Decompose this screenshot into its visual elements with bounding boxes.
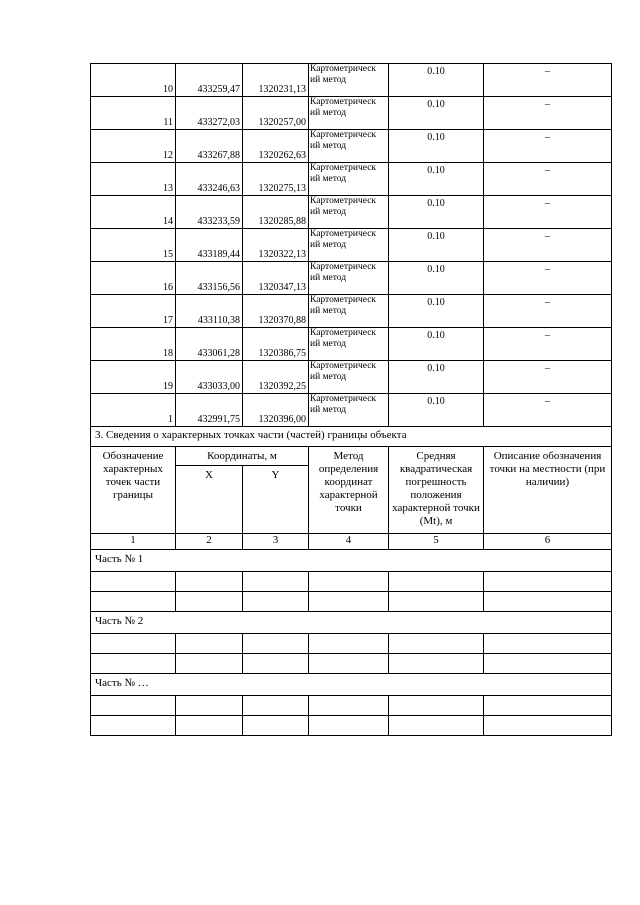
section-3-title: 3. Сведения о характерных точках части (частей) границы объекта: [91, 427, 612, 447]
empty-row: [91, 716, 612, 736]
point-row: [91, 163, 612, 196]
method-line-2: ий метод: [310, 273, 347, 283]
point-description: –: [484, 361, 612, 394]
coord-y: 1320231,13: [243, 64, 309, 97]
header-row: [91, 447, 612, 466]
header-y: Y: [243, 466, 309, 534]
point-description: –: [484, 229, 612, 262]
point-row: [91, 196, 612, 229]
coord-x: 433033,00: [176, 361, 243, 394]
point-number: 17: [91, 295, 176, 328]
header-accuracy: Средняя квадратическая погрешность положения характерной точки (Mt), м: [389, 447, 484, 534]
coord-y: 1320392,25: [243, 361, 309, 394]
part-label: Часть № 1: [91, 550, 612, 572]
method-line-2: ий метод: [310, 141, 347, 151]
point-row: [91, 262, 612, 295]
coord-x: 433272,03: [176, 97, 243, 130]
method-line-1: Картометрическ: [310, 196, 377, 206]
point-row: [91, 97, 612, 130]
coord-x: 432991,75: [176, 394, 243, 427]
header-point-designation: Обозначение характерных точек части границы: [91, 447, 176, 534]
method-line-2: ий метод: [310, 108, 347, 118]
point-row: [91, 295, 612, 328]
coord-x: 433110,38: [176, 295, 243, 328]
part-label: Часть № …: [91, 674, 612, 696]
method-line-1: Картометрическ: [310, 97, 377, 107]
point-description: –: [484, 130, 612, 163]
method-line-2: ий метод: [310, 174, 347, 184]
coord-x: 433156,56: [176, 262, 243, 295]
method-cell: [309, 64, 389, 97]
method-line-1: Картометрическ: [310, 130, 377, 140]
point-description: –: [484, 64, 612, 97]
method-line-1: Картометрическ: [310, 394, 377, 404]
header-coordinates: Координаты, м: [176, 447, 309, 466]
point-number: 15: [91, 229, 176, 262]
point-number: 12: [91, 130, 176, 163]
method-cell: [309, 295, 389, 328]
method-line-2: ий метод: [310, 372, 347, 382]
empty-row: [91, 592, 612, 612]
point-number: 14: [91, 196, 176, 229]
method-line-2: ий метод: [310, 240, 347, 250]
point-description: –: [484, 295, 612, 328]
method-cell: [309, 97, 389, 130]
coord-x: 433189,44: [176, 229, 243, 262]
method-cell: [309, 196, 389, 229]
method-line-1: Картометрическ: [310, 295, 377, 305]
point-row: [91, 64, 612, 97]
part-n-row: [91, 674, 612, 696]
point-description: –: [484, 196, 612, 229]
method-line-1: Картометрическ: [310, 361, 377, 371]
point-row: [91, 229, 612, 262]
point-row: [91, 130, 612, 163]
point-row: [91, 394, 612, 427]
method-cell: [309, 361, 389, 394]
accuracy-mt: 0.10: [389, 64, 484, 97]
accuracy-mt: 0.10: [389, 97, 484, 130]
point-description: –: [484, 394, 612, 427]
coord-y: 1320322,13: [243, 229, 309, 262]
point-number: 19: [91, 361, 176, 394]
part-2-row: [91, 612, 612, 634]
column-index: 3: [243, 534, 309, 550]
method-line-1: Картометрическ: [310, 64, 377, 74]
accuracy-mt: 0.10: [389, 295, 484, 328]
part-label: Часть № 2: [91, 612, 612, 634]
point-number: 13: [91, 163, 176, 196]
empty-row: [91, 696, 612, 716]
coord-y: 1320386,75: [243, 328, 309, 361]
part-1-row: [91, 550, 612, 572]
accuracy-mt: 0.10: [389, 394, 484, 427]
method-cell: [309, 163, 389, 196]
coord-x: 433246,63: [176, 163, 243, 196]
method-cell: [309, 328, 389, 361]
column-index: 6: [484, 534, 612, 550]
method-cell: [309, 130, 389, 163]
accuracy-mt: 0.10: [389, 262, 484, 295]
method-line-2: ий метод: [310, 405, 347, 415]
coord-y: 1320257,00: [243, 97, 309, 130]
point-row: [91, 361, 612, 394]
header-description: Описание обозначения точки на местности (при наличии): [484, 447, 612, 534]
method-line-1: Картометрическ: [310, 163, 377, 173]
coord-x: 433233,59: [176, 196, 243, 229]
method-cell: [309, 262, 389, 295]
header-method: Метод определения координат характерной точки: [309, 447, 389, 534]
method-line-1: Картометрическ: [310, 229, 377, 239]
coord-y: 1320396,00: [243, 394, 309, 427]
point-number: 16: [91, 262, 176, 295]
column-index-row: [91, 534, 612, 550]
point-description: –: [484, 97, 612, 130]
method-line-2: ий метод: [310, 75, 347, 85]
accuracy-mt: 0.10: [389, 361, 484, 394]
accuracy-mt: 0.10: [389, 196, 484, 229]
method-line-2: ий метод: [310, 207, 347, 217]
method-line-2: ий метод: [310, 339, 347, 349]
method-line-1: Картометрическ: [310, 328, 377, 338]
coord-y: 1320262,63: [243, 130, 309, 163]
coord-y: 1320275,13: [243, 163, 309, 196]
empty-row: [91, 572, 612, 592]
header-x: X: [176, 466, 243, 534]
point-number: 10: [91, 64, 176, 97]
point-number: 11: [91, 97, 176, 130]
method-line-1: Картометрическ: [310, 262, 377, 272]
column-index: 4: [309, 534, 389, 550]
empty-row: [91, 654, 612, 674]
method-cell: [309, 229, 389, 262]
section-3-title-row: [91, 427, 612, 447]
method-line-2: ий метод: [310, 306, 347, 316]
coord-y: 1320347,13: [243, 262, 309, 295]
coord-y: 1320285,88: [243, 196, 309, 229]
empty-row: [91, 634, 612, 654]
column-index: 2: [176, 534, 243, 550]
point-number: 1: [91, 394, 176, 427]
coord-x: 433259,47: [176, 64, 243, 97]
accuracy-mt: 0.10: [389, 163, 484, 196]
point-number: 18: [91, 328, 176, 361]
boundary-points-table: [90, 63, 612, 736]
coord-y: 1320370,88: [243, 295, 309, 328]
point-description: –: [484, 262, 612, 295]
column-index: 1: [91, 534, 176, 550]
point-row: [91, 328, 612, 361]
coord-x: 433061,28: [176, 328, 243, 361]
method-cell: [309, 394, 389, 427]
column-index: 5: [389, 534, 484, 550]
accuracy-mt: 0.10: [389, 229, 484, 262]
accuracy-mt: 0.10: [389, 328, 484, 361]
accuracy-mt: 0.10: [389, 130, 484, 163]
coord-x: 433267,88: [176, 130, 243, 163]
point-description: –: [484, 163, 612, 196]
point-description: –: [484, 328, 612, 361]
